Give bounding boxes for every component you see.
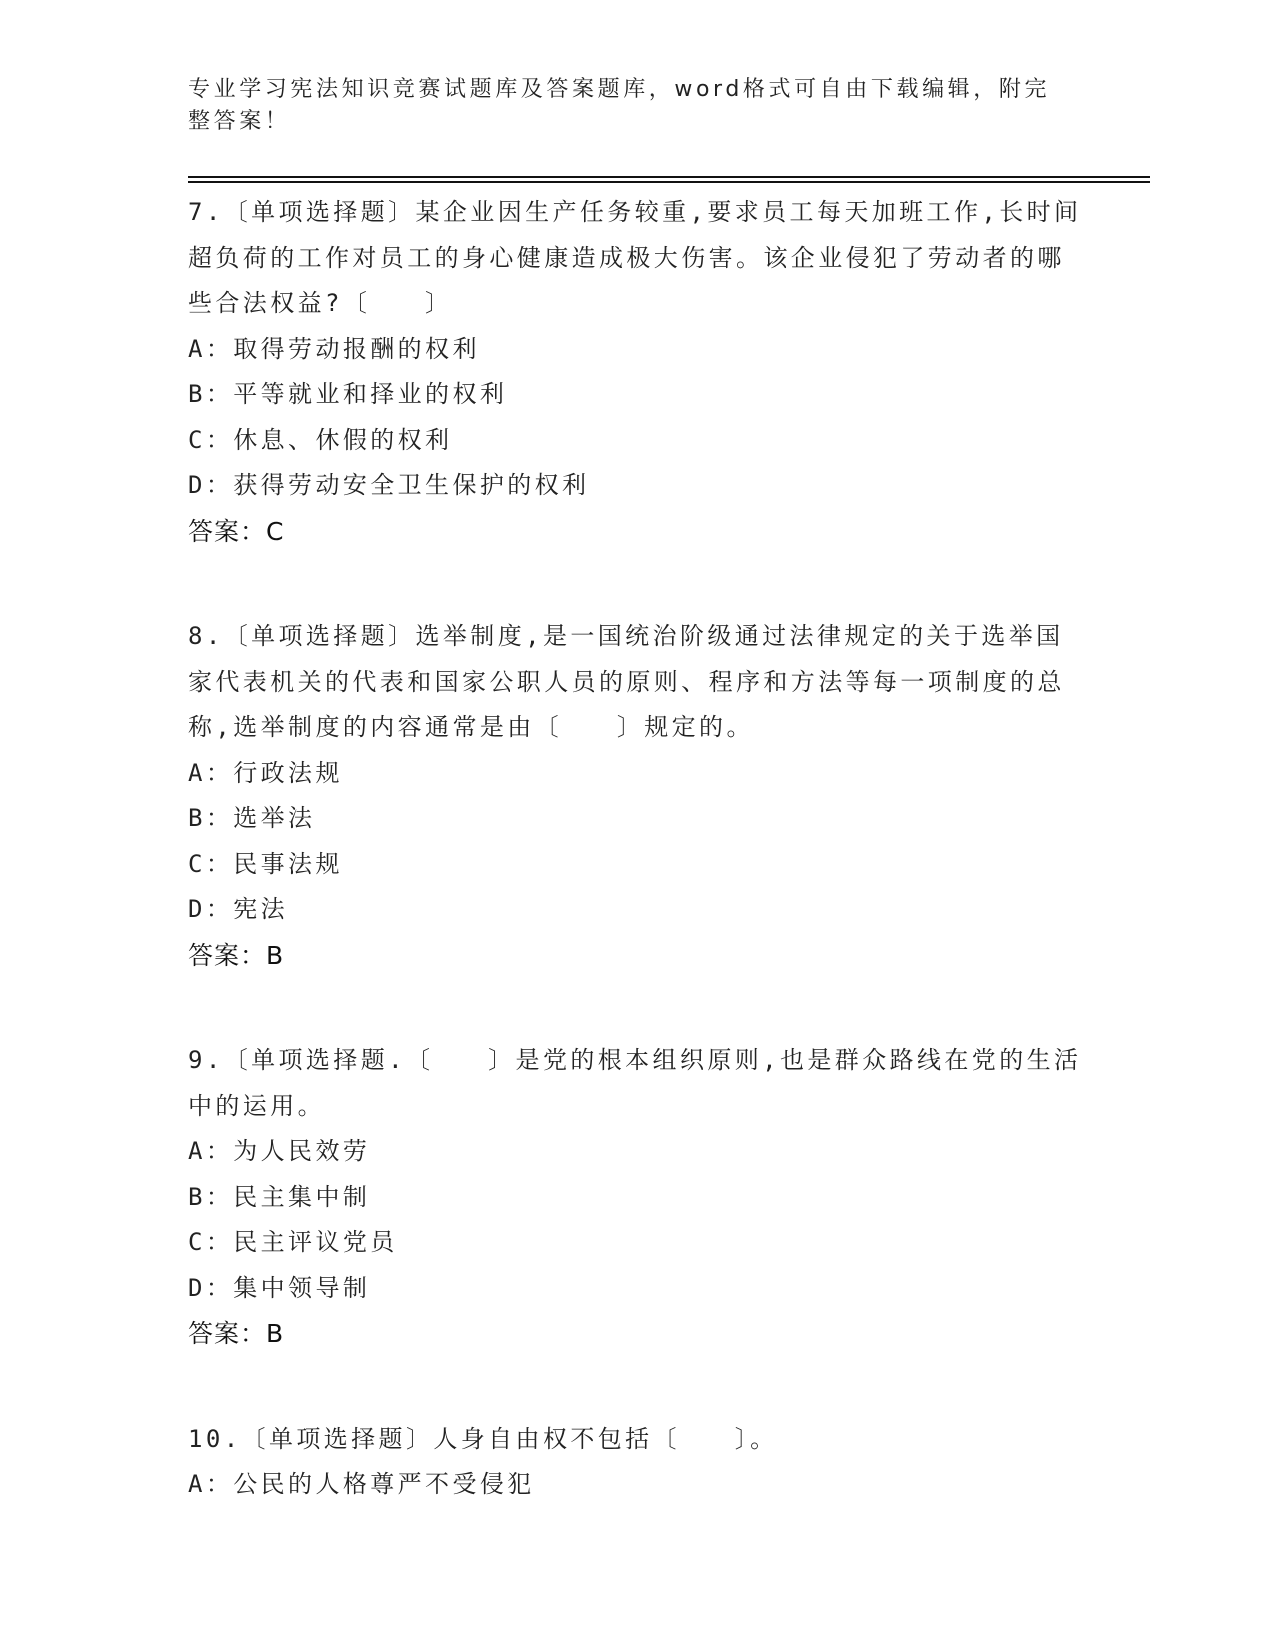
spacer: [188, 1357, 1088, 1417]
spacer: [188, 978, 1088, 1038]
option-a: A：行政法规: [188, 758, 343, 787]
option-d: D：宪法: [188, 895, 289, 923]
option-a: A：为人民效劳: [188, 1137, 371, 1165]
option-a: A：取得劳动报酬的权利: [188, 334, 480, 363]
question-8: [188, 614, 1088, 978]
document-header: 专业学习宪法知识竞赛试题库及答案题库，word格式可自由下载编辑，附完整答案！: [188, 77, 1051, 134]
question-list: [188, 190, 1088, 1508]
option-a: A：公民的人格尊严不受侵犯: [188, 1470, 535, 1498]
answer: 答案：B: [188, 940, 285, 970]
question-stem: 10.〔单项选择题〕人身自由权不包括〔 〕。: [188, 1424, 778, 1453]
answer: 答案：C: [188, 516, 285, 546]
question-9: [188, 1038, 1088, 1357]
option-b: B：民主集中制: [188, 1182, 371, 1211]
header-rule-top: [188, 176, 1150, 178]
answer: 答案：B: [188, 1319, 285, 1348]
question-10: [188, 1417, 1088, 1508]
question-stem: 7.〔单项选择题〕某企业因生产任务较重,要求员工每天加班工作,长时间超负荷的工作对员工的身心健康造成极大伤害。该企业侵犯了劳动者的哪些合法权益?〔 〕: [188, 198, 1082, 317]
option-d: D：获得劳动安全卫生保护的权利: [188, 471, 590, 499]
header-rule-bottom: [188, 181, 1150, 183]
option-d: D：集中领导制: [188, 1273, 371, 1302]
option-c: C：休息、休假的权利: [188, 425, 453, 454]
option-c: C：民事法规: [188, 849, 343, 878]
spacer: [188, 554, 1088, 614]
option-c: C：民主评议党员: [188, 1228, 398, 1256]
option-b: B：平等就业和择业的权利: [188, 380, 508, 408]
question-7: [188, 190, 1088, 554]
option-b: B：选举法: [188, 804, 316, 832]
question-stem: 8.〔单项选择题〕选举制度,是一国统治阶级通过法律规定的关于选举国家代表机关的代表和国家公职人员的原则、程序和方法等每一项制度的总称,选举制度的内容通常是由〔 〕规定的。: [188, 622, 1065, 741]
question-stem: 9.〔单项选择题.〔 〕是党的根本组织原则,也是群众路线在党的生活中的运用。: [188, 1046, 1082, 1120]
